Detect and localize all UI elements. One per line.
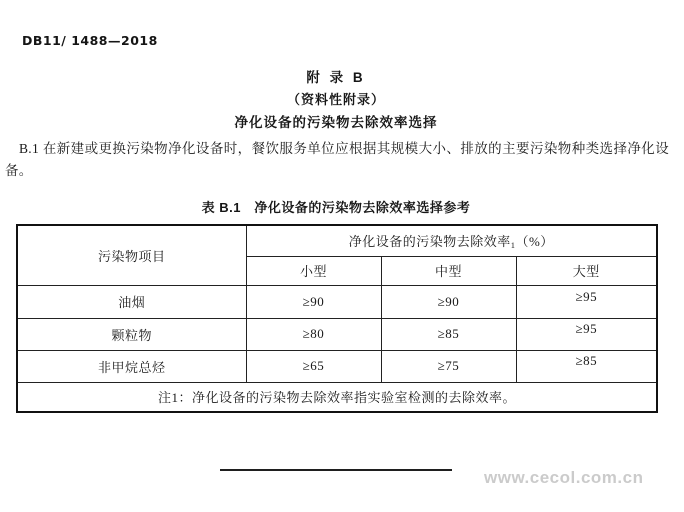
- cell-value: ≥90: [246, 285, 381, 318]
- header-efficiency-unit: （%）: [515, 234, 554, 250]
- header-pollutant-item: 污染物项目: [17, 225, 246, 285]
- appendix-heading: 净化设备的污染物去除效率选择: [234, 115, 438, 130]
- watermark-text: www.cecol.com.cn: [484, 468, 644, 487]
- footer-divider: [220, 469, 452, 471]
- row-label: 颗粒物: [17, 318, 246, 350]
- header-small: 小型: [246, 256, 381, 285]
- cell-value: ≥85: [381, 318, 516, 350]
- paragraph-b1: B.1 在新建或更换污染物净化设备时，餐饮服务单位应根据其规模大小、排放的主要污染物种类选择净化设备。: [5, 141, 669, 178]
- table-caption: 表 B.1 净化设备的污染物去除效率选择参考: [201, 200, 471, 215]
- cell-value: ≥95: [516, 285, 657, 318]
- table-row-youyan: [17, 285, 657, 318]
- row-label: 非甲烷总烃: [17, 350, 246, 382]
- row-label: 油烟: [17, 285, 246, 318]
- cell-value: ≥95: [516, 318, 657, 350]
- table-note: 注1：净化设备的污染物去除效率指实验室检测的去除效率。: [17, 382, 657, 412]
- cell-value: ≥65: [246, 350, 381, 382]
- header-large: 大型: [516, 256, 657, 285]
- header-efficiency-label: 净化设备的污染物去除效率: [348, 234, 511, 250]
- table-row-feijiawanzongting: [17, 350, 657, 382]
- appendix-title: 附 录 B: [306, 70, 366, 85]
- table-row-keliwu: [17, 318, 657, 350]
- efficiency-table: [16, 224, 658, 413]
- appendix-subtitle: （资料性附录）: [286, 92, 385, 107]
- header-efficiency-group: [246, 225, 657, 256]
- doc-number: DB11/ 1488—2018: [22, 33, 158, 48]
- cell-value: ≥85: [516, 350, 657, 382]
- table-note-row: [17, 382, 657, 412]
- cell-value: ≥75: [381, 350, 516, 382]
- cell-value: ≥90: [381, 285, 516, 318]
- footnote-ref: 1: [510, 240, 516, 251]
- table-header-row-1: [17, 225, 657, 256]
- cell-value: ≥80: [246, 318, 381, 350]
- header-medium: 中型: [381, 256, 516, 285]
